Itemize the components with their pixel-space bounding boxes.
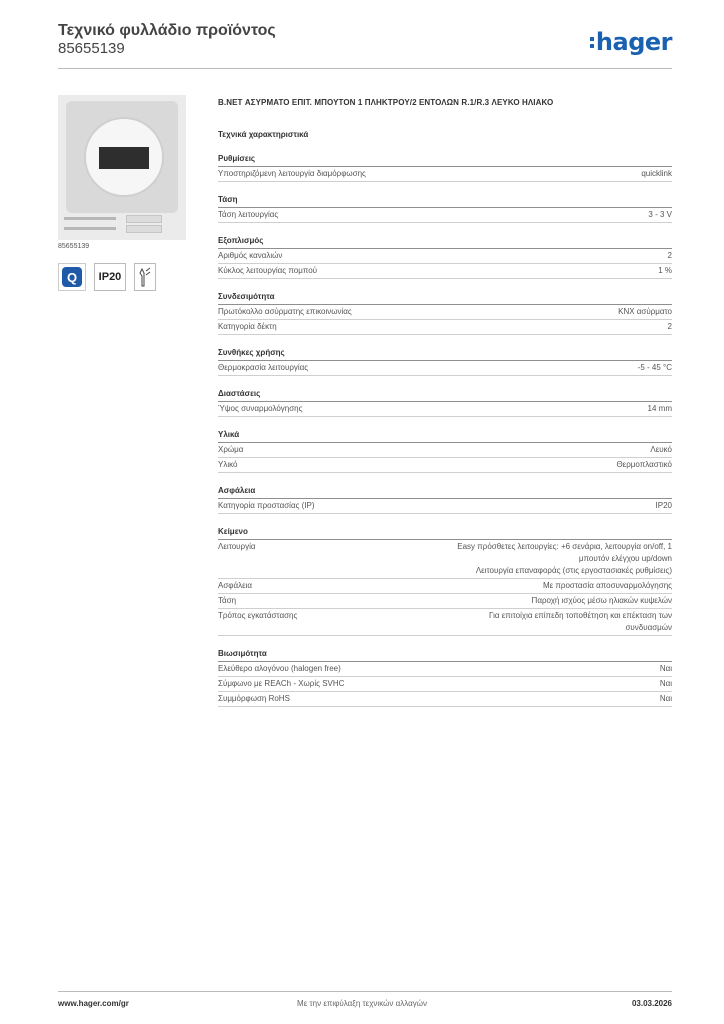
spec-key: Συμμόρφωση RoHS <box>218 694 290 703</box>
footer-website-link[interactable]: www.hager.com/gr <box>58 999 129 1008</box>
spec-value-line: μπουτόν ελέγχου up/down <box>578 554 672 563</box>
spec-value-line: Ναι <box>659 679 672 688</box>
spec-key: Ελεύθερο αλογόνου (halogen free) <box>218 664 341 673</box>
spec-key: Χρώμα <box>218 445 244 454</box>
spec-key: Τάση λειτουργίας <box>218 210 279 219</box>
spec-value <box>418 444 672 456</box>
spec-row <box>218 594 672 609</box>
spec-key: Σύμφωνο με REACh - Χωρίς SVHC <box>218 679 345 688</box>
spec-value <box>418 610 672 634</box>
spec-value-line: συνδυασμών <box>625 623 672 632</box>
spec-value-line: quicklink <box>641 169 672 178</box>
hager-logo[interactable] <box>590 28 672 56</box>
spec-value <box>418 693 672 705</box>
spec-key: Κύκλος λειτουργίας πομπού <box>218 266 318 275</box>
product-name: B.NET ΑΣΥΡΜΑΤΟ ΕΠΙΤ. ΜΠΟΥΤΟΝ 1 ΠΛΗΚΤΡΟΥ/2 ΕΝΤΟΛΩΝ R.1/R.3 ΛΕΥΚΟ ΗΛΙΑΚΟ <box>218 98 554 107</box>
spec-heading: Τεχνικά χαρακτηριστικά <box>218 130 309 139</box>
spec-value-line: -5 - 45 °C <box>637 363 672 372</box>
header-divider <box>58 68 672 69</box>
spec-value-line: 2 <box>667 322 672 331</box>
section-title: Διαστάσεις <box>218 387 672 402</box>
section-title: Τάση <box>218 193 672 208</box>
section-title: Συνδεσιμότητα <box>218 290 672 305</box>
spec-value <box>418 250 672 262</box>
spec-key: Πρωτόκολλο ασύρματης επικοινωνίας <box>218 307 352 316</box>
spec-value <box>418 403 672 415</box>
spec-row <box>218 662 672 677</box>
spec-value-line: 3 - 3 V <box>648 210 672 219</box>
footer-date: 03.03.2026 <box>631 999 672 1008</box>
image-caption: 85655139 <box>58 243 90 250</box>
spec-key: Θερμοκρασία λειτουργίας <box>218 363 309 372</box>
spec-value <box>418 362 672 374</box>
spec-key: Ασφάλεια <box>218 581 253 590</box>
spec-row <box>218 443 672 458</box>
spec-row <box>218 540 672 579</box>
spec-section <box>218 647 672 707</box>
spec-row <box>218 402 672 417</box>
spec-section <box>218 387 672 417</box>
spec-value <box>418 595 672 607</box>
spec-key: Υποστηριζόμενη λειτουργία διαμόρφωσης <box>218 169 366 178</box>
spec-row <box>218 458 672 473</box>
spec-row <box>218 167 672 182</box>
spec-value <box>418 209 672 221</box>
spec-section <box>218 193 672 223</box>
spec-value-line: KNX ασύρματο <box>618 307 672 316</box>
spec-section <box>218 428 672 473</box>
spec-value-line: Λειτουργία επαναφοράς (στις εργοστασιακές ρυθμίσεις) <box>475 566 672 575</box>
quality-badge <box>58 263 86 291</box>
spec-key: Ύψος συναρμολόγησης <box>218 404 303 413</box>
spec-value-line: 14 mm <box>647 404 672 413</box>
spec-value <box>418 459 672 471</box>
spec-row <box>218 264 672 279</box>
spec-value <box>418 321 672 333</box>
installation-tool-icon <box>134 263 156 291</box>
section-title: Υλικά <box>218 428 672 443</box>
spec-key: Αριθμός καναλιών <box>218 251 283 260</box>
spec-value-line: 2 <box>667 251 672 260</box>
spec-table <box>218 152 672 718</box>
spec-value <box>418 168 672 180</box>
spec-key: Υλικό <box>218 460 238 469</box>
section-title: Εξοπλισμός <box>218 234 672 249</box>
wall-plug-icon <box>126 215 162 223</box>
spec-section <box>218 346 672 376</box>
spec-value-line: Ναι <box>659 664 672 673</box>
spec-row <box>218 579 672 594</box>
logo-dots-icon <box>590 36 595 50</box>
spec-row <box>218 692 672 707</box>
spec-value-line: Για επιτοίχια επίπεδη τοποθέτηση και επέκταση των <box>489 611 672 620</box>
spec-value-line: Λευκό <box>650 445 672 454</box>
spec-value <box>418 500 672 512</box>
spec-value-line: Με προστασία αποσυναρμολόγησης <box>542 581 672 590</box>
spec-key: Κατηγορία δέκτη <box>218 322 277 331</box>
screw-icon <box>64 217 116 220</box>
spec-row <box>218 320 672 335</box>
switch-frame <box>66 101 178 213</box>
spec-value <box>418 663 672 675</box>
spec-row <box>218 249 672 264</box>
section-title: Ρυθμίσεις <box>218 152 672 167</box>
spec-value-line: Θερμοπλαστικό <box>616 460 672 469</box>
spec-value-line: Ναι <box>659 694 672 703</box>
spec-key: Λειτουργία <box>218 542 256 551</box>
spec-section <box>218 290 672 335</box>
spec-row <box>218 499 672 514</box>
spec-value-line: 1 % <box>658 266 672 275</box>
spec-value <box>418 580 672 592</box>
solar-cell <box>99 147 149 169</box>
spec-value <box>418 541 672 577</box>
document-title: Τεχνικό φυλλάδιο προϊόντος <box>58 22 276 39</box>
spec-section <box>218 525 672 636</box>
product-image <box>58 95 186 240</box>
spec-value-line: Easy πρόσθετες λειτουργίες: +6 σενάρια, λειτουργία on/off, 1 <box>457 542 672 551</box>
spec-value <box>418 678 672 690</box>
section-title: Κείμενο <box>218 525 672 540</box>
switch-ring <box>84 117 164 197</box>
spec-key: Τρόπος εγκατάστασης <box>218 611 298 620</box>
section-title: Βιωσιμότητα <box>218 647 672 662</box>
quality-q-icon: Q <box>62 267 82 287</box>
spec-row <box>218 609 672 636</box>
footer-disclaimer: Με την επιφύλαξη τεχνικών αλλαγών <box>297 999 427 1008</box>
spec-value-line: Παροχή ισχύος μέσω ηλιακών κυψελών <box>531 596 672 605</box>
spec-row <box>218 677 672 692</box>
spec-section <box>218 484 672 514</box>
section-title: Ασφάλεια <box>218 484 672 499</box>
spec-value <box>418 306 672 318</box>
spec-key: Κατηγορία προστασίας (IP) <box>218 501 315 510</box>
spec-section <box>218 234 672 279</box>
logo-text: hager <box>595 28 672 56</box>
spec-row <box>218 208 672 223</box>
ip-rating-badge: IP20 <box>94 263 126 291</box>
wall-plug-icon <box>126 225 162 233</box>
section-title: Συνθήκες χρήσης <box>218 346 672 361</box>
spec-value-line: IP20 <box>655 501 672 510</box>
spec-row <box>218 305 672 320</box>
spec-section <box>218 152 672 182</box>
footer-divider <box>58 991 672 992</box>
screw-icon <box>64 227 116 230</box>
spec-value <box>418 265 672 277</box>
spec-key: Τάση <box>218 596 237 605</box>
document-code: 85655139 <box>58 40 125 57</box>
spec-row <box>218 361 672 376</box>
